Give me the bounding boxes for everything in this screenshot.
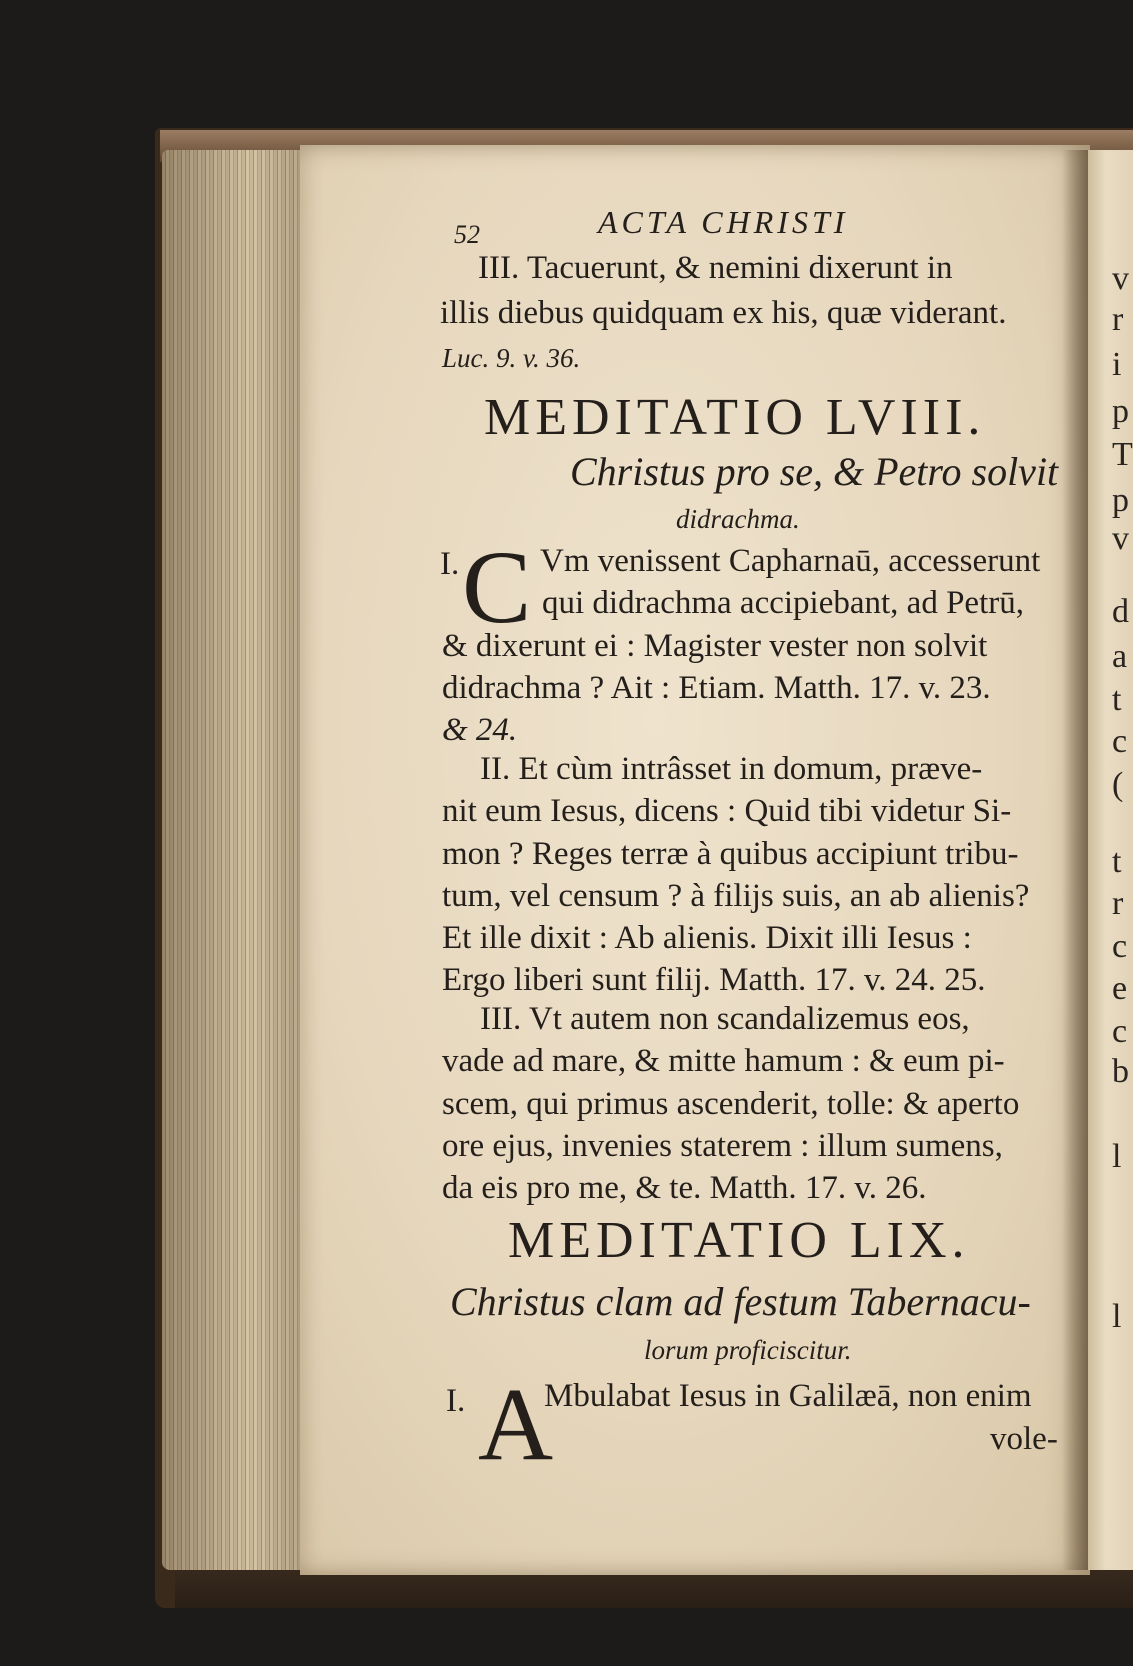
facing-letter: i	[1112, 346, 1122, 383]
text-line: nit eum Iesus, dicens : Quid tibi videtur Si-	[442, 793, 1012, 829]
text-line: vade ad mare, & mitte hamum : & eum pi-	[442, 1043, 1005, 1079]
page-number: 52	[454, 220, 480, 249]
text-line: III. Tacuerunt, & nemini dixerunt in	[478, 250, 953, 286]
text-line: Mbulabat Iesus in Galilæā, non enim	[544, 1378, 1032, 1414]
facing-letter: r	[1112, 301, 1124, 338]
catchword: vole-	[990, 1421, 1058, 1457]
facing-letter: c	[1112, 928, 1128, 965]
text-line: Ergo liberi sunt filij. Matth. 17. v. 24. 25.	[442, 962, 986, 998]
facing-letter: l	[1112, 1138, 1122, 1175]
text-line: & 24.	[442, 712, 518, 748]
running-head: ACTA CHRISTI	[598, 204, 849, 240]
text-line: didrachma ? Ait : Etiam. Matth. 17. v. 23.	[442, 670, 991, 706]
facing-letter: d	[1112, 593, 1129, 630]
facing-letter: t	[1112, 843, 1122, 880]
meditatio-subtitle: Christus clam ad festum Tabernacu-	[450, 1279, 1031, 1324]
text-line: Et ille dixit : Ab alienis. Dixit illi Iesus :	[442, 920, 972, 956]
facing-letter: c	[1112, 723, 1128, 760]
facing-letter: T	[1112, 436, 1133, 473]
page-edges-shade	[162, 150, 322, 1570]
text-line: Vm venissent Capharnaū, accesserunt	[540, 543, 1041, 579]
meditatio-subtitle: Christus pro se, & Petro solvit	[570, 449, 1059, 494]
facing-letter: v	[1112, 260, 1129, 297]
facing-letter: e	[1112, 970, 1128, 1007]
meditatio-title: MEDITATIO LIX.	[508, 1212, 970, 1269]
facing-letter: b	[1112, 1053, 1129, 1090]
drop-cap: C	[462, 530, 532, 645]
text-line: qui didrachma accipiebant, ad Petrū,	[542, 585, 1024, 621]
paragraph-marker: I.	[446, 1383, 466, 1419]
text-line: & dixerunt ei : Magister vester non solvit	[442, 628, 988, 664]
facing-page-edge	[1088, 150, 1133, 1570]
facing-letter: p	[1112, 482, 1129, 519]
text-line: ore ejus, invenies staterem : illum sumens,	[442, 1128, 1003, 1164]
meditatio-subtitle: lorum proficiscitur.	[644, 1335, 852, 1365]
text-line: illis diebus quidquam ex his, quæ viderant.	[440, 295, 1007, 331]
facing-letter: v	[1112, 520, 1129, 557]
facing-letter: c	[1112, 1013, 1128, 1050]
facing-letter: t	[1112, 681, 1122, 718]
facing-letter: a	[1112, 638, 1128, 675]
text-line: da eis pro me, & te. Matth. 17. v. 26.	[442, 1170, 927, 1206]
paragraph-marker: I.	[440, 546, 460, 582]
facing-letter: r	[1112, 885, 1124, 922]
text-line: II. Et cùm intrâsset in domum, præve-	[480, 751, 983, 787]
scripture-reference: Luc. 9. v. 36.	[442, 343, 581, 373]
meditatio-subtitle: didrachma.	[676, 504, 800, 534]
text-line: III. Vt autem non scandalizemus eos,	[480, 1001, 970, 1037]
meditatio-title: MEDITATIO LVIII.	[484, 389, 986, 446]
facing-letter: (	[1112, 766, 1124, 803]
facing-letter: l	[1112, 1298, 1122, 1335]
drop-cap: A	[478, 1367, 554, 1482]
text-line: tum, vel censum ? à filijs suis, an ab alienis?	[442, 878, 1030, 914]
text-line: mon ? Reges terræ à quibus accipiunt tribu-	[442, 836, 1019, 872]
text-line: scem, qui primus ascenderit, tolle: & aperto	[442, 1086, 1020, 1122]
facing-letter: p	[1112, 393, 1129, 430]
